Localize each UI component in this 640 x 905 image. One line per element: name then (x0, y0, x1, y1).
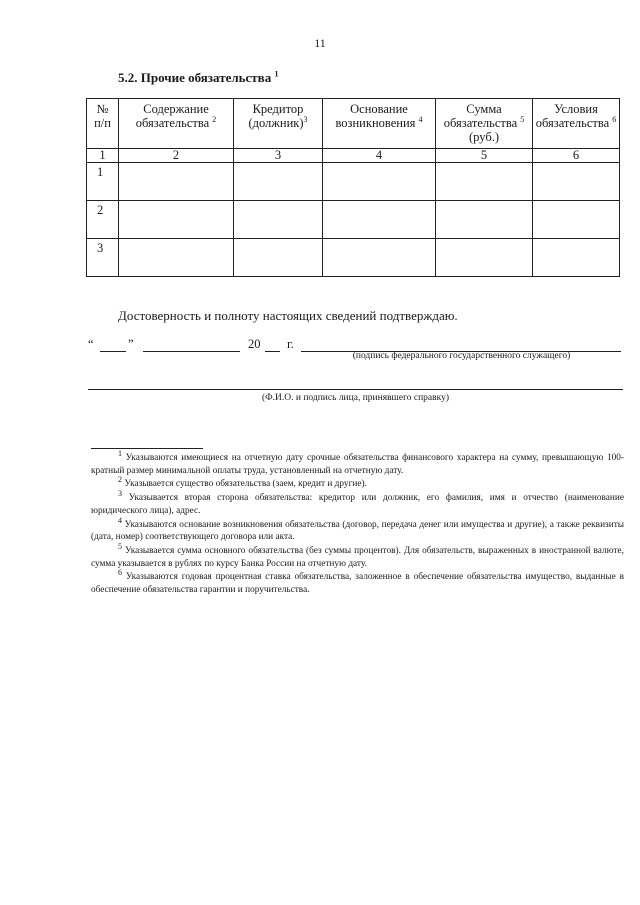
header-creditor: Кредитор (должник)$^3$ (234, 99, 323, 149)
table-cell[interactable] (533, 201, 620, 239)
table-cell[interactable] (436, 201, 533, 239)
table-cell[interactable] (533, 163, 620, 201)
footnote-mark: 1 (118, 448, 122, 458)
footnote: $^4$ Указываются основание возникновения обязательства (договор, передача денег или имущества и другие), а также реквизиты (дата, номер) соответствующего договора или акта. (91, 515, 625, 543)
row-number: 2 (87, 201, 119, 239)
year-suffix: г. (287, 337, 294, 351)
table-cell[interactable] (323, 201, 436, 239)
column-number: 2 (119, 149, 234, 163)
table-cell[interactable] (323, 163, 436, 201)
table-cell[interactable] (436, 239, 533, 277)
table-cell[interactable] (119, 201, 234, 239)
table-header-row (87, 99, 620, 149)
signature-caption: (подпись федерального государственного служащего) (352, 351, 571, 361)
column-number: 3 (234, 149, 323, 163)
obligations-table (86, 98, 620, 277)
footnote-mark: 5 (520, 114, 525, 124)
footnote-mark: 3 (118, 489, 122, 499)
column-number: 4 (323, 149, 436, 163)
header-content: Содержание обязательства $^2$ (119, 99, 234, 149)
table-cell[interactable] (323, 239, 436, 277)
footnote: $^6$ Указываются годовая процентная ставка обязательства, заложенное в обеспечение обязательства имущество, выданные в обеспечение обязательства гарантии и поручительства. (91, 568, 624, 595)
column-number-row (87, 149, 620, 163)
footnote-mark: 4 (418, 114, 423, 124)
header-terms: Условия обязательства $^6$ (533, 99, 620, 149)
footnote: $^1$ Указываются имеющиеся на отчетную дату срочные обязательства финансового характера на сумму, превышающую 100-кратный размер минимальной оплаты труда, установленный на отчетную дату. (91, 448, 624, 476)
column-number: 6 (533, 149, 620, 163)
page-number: 11 (314, 36, 326, 50)
confirmation-text: Достоверность и полноту настоящих сведений подтверждаю. (118, 308, 458, 323)
footnote: $^5$ Указывается сумма основного обязательства (без суммы процентов). Для обязательств, выраженных в иностранной валюте, сумма указывается в рублях по курсу Банка России на отчетную дату. (91, 541, 624, 569)
table-row (87, 201, 620, 239)
table-cell[interactable] (234, 201, 323, 239)
column-number: 5 (436, 149, 533, 163)
year-prefix: 20 (248, 337, 261, 351)
footnote-mark: 2 (118, 475, 122, 485)
footnote-mark: 5 (118, 541, 122, 551)
quote-open: “ (88, 337, 94, 351)
row-number: 3 (87, 239, 119, 277)
header-basis: Основание возникновения $^4$ (323, 99, 436, 149)
column-number: 1 (87, 149, 119, 163)
section-title (118, 70, 278, 86)
table-cell[interactable] (533, 239, 620, 277)
footnote: $^2$ Указывается существо обязательства (заем, кредит и другие). (118, 475, 367, 490)
table-cell[interactable] (436, 163, 533, 201)
table-cell[interactable] (119, 163, 234, 201)
receiver-caption: (Ф.И.О. и подпись лица, принявшего справку) (261, 393, 450, 403)
table-cell[interactable] (234, 163, 323, 201)
footnote-mark: 6 (118, 568, 122, 578)
receiver-signature-field[interactable] (88, 389, 623, 390)
quote-close: ” (128, 337, 134, 351)
footnote-mark: 3 (303, 114, 308, 124)
table-cell[interactable] (234, 239, 323, 277)
year-field[interactable] (265, 338, 280, 352)
row-number: 1 (87, 163, 119, 201)
footnotes (91, 448, 625, 598)
footnote: $^3$ Указывается вторая сторона обязательства: кредитор или должник, его фамилия, имя и отчество (наименование юридического лица), адрес. (91, 489, 624, 516)
table-row (87, 239, 620, 277)
header-amount: Сумма обязательства $^5$ (руб.) (436, 99, 533, 149)
footnote-mark: 2 (212, 114, 217, 124)
footnote-separator (91, 448, 203, 449)
footnote-mark: 4 (118, 515, 122, 525)
signature-field[interactable] (301, 338, 621, 352)
section-title-text: 5.2. Прочие обязательства (118, 70, 272, 85)
footnote-mark: 1 (274, 69, 279, 79)
month-field[interactable] (143, 338, 240, 352)
header-number: № п/п (87, 99, 119, 149)
footnote-mark: 6 (612, 114, 617, 124)
table-row (87, 163, 620, 201)
day-field[interactable] (100, 338, 126, 352)
table-cell[interactable] (119, 239, 234, 277)
